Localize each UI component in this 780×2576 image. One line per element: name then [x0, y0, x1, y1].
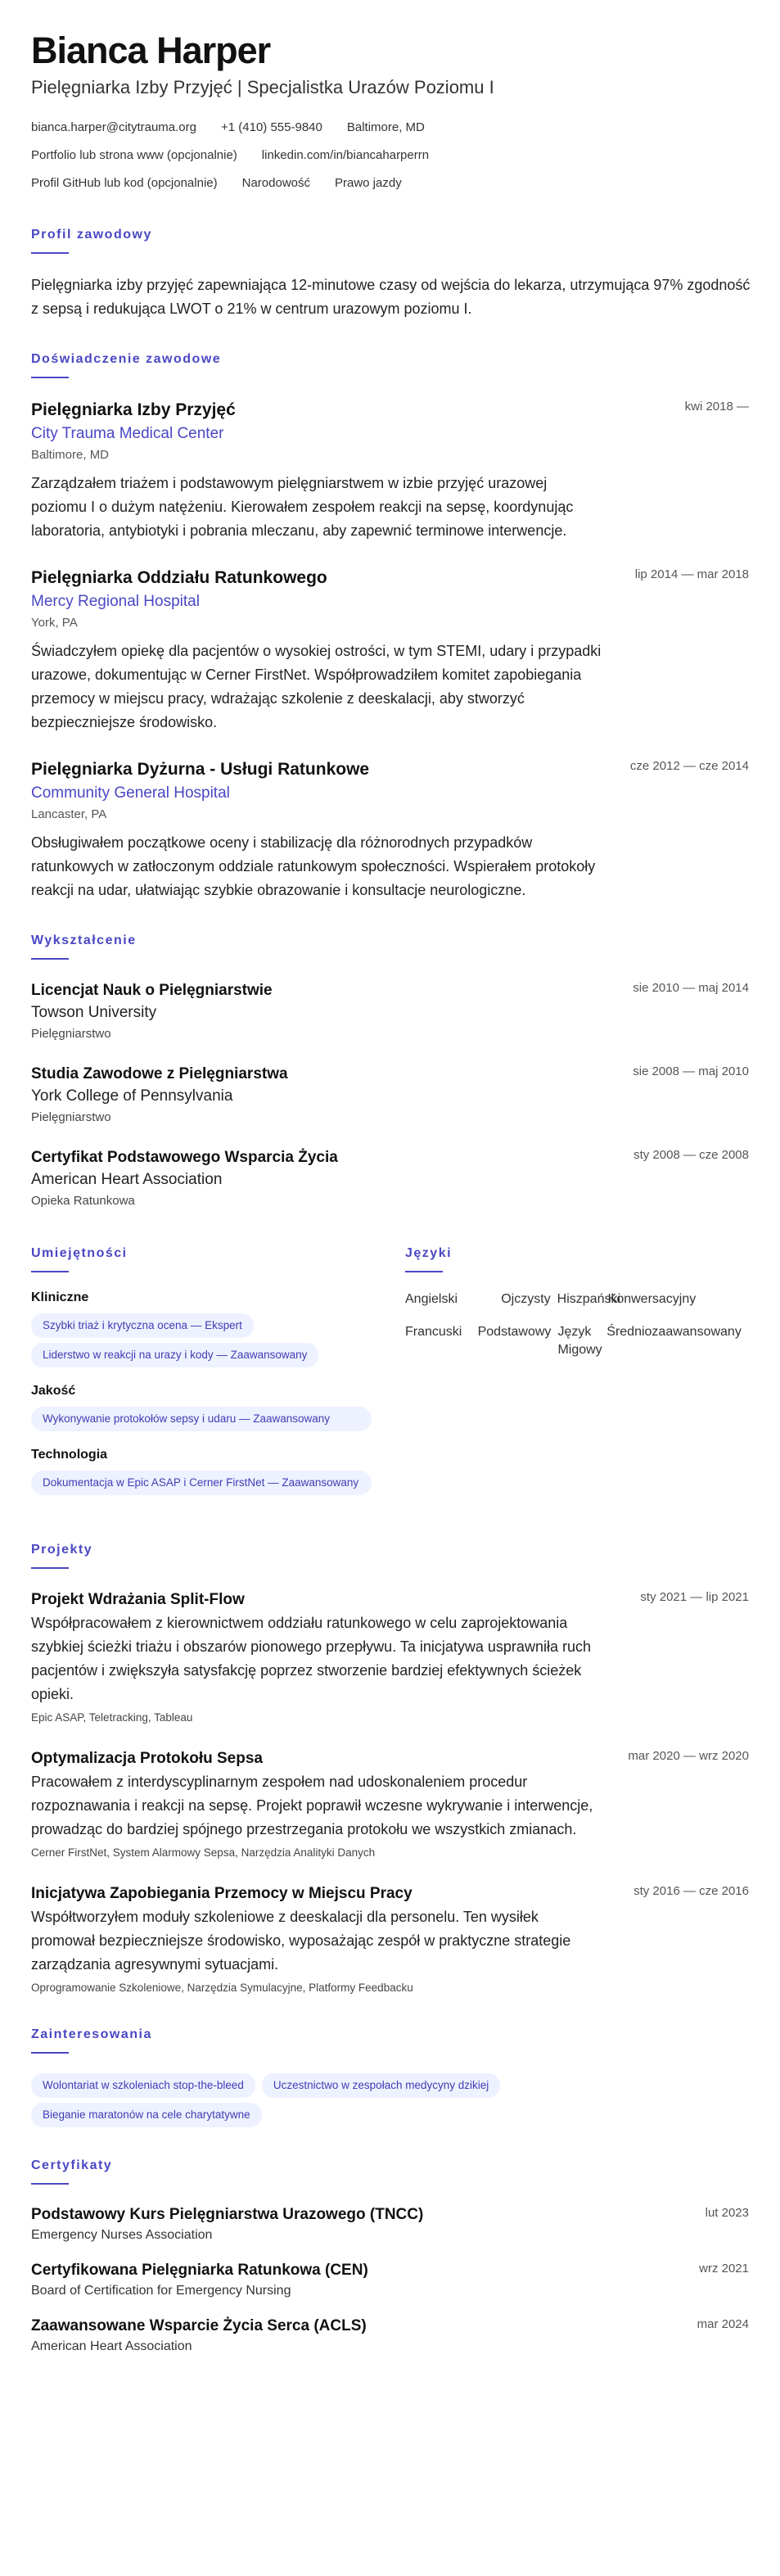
contact-linkedin[interactable]: linkedin.com/in/biancaharperrn [261, 147, 430, 162]
job-description: Obsługiwałem początkowe oceny i stabilizację dla różnorodnych przypadków ratunkowych w zatłoczonym oddziale ratunkowym społeczności. Wspierałem protokoły reakcji na udar, ułatwiając szybkie obrazowanie i konsultacje neurologiczne. [31, 834, 596, 898]
interests-section [31, 2027, 749, 2127]
job-title: Pielęgniarka Izby Przyjęć [31, 400, 236, 419]
certification-entry [31, 2316, 749, 2357]
section-underline [31, 1271, 69, 1272]
job-title: Pielęgniarka Oddziału Ratunkowego [31, 568, 327, 587]
certification-entry [31, 2204, 749, 2245]
certification-entry [31, 2260, 749, 2301]
contact-row [31, 169, 749, 197]
entry-dates: sty 2021 — lip 2021 [640, 1590, 749, 1604]
interest-chip: Wolontariat w szkoleniach stop-the-bleed [31, 2073, 255, 2098]
interest-chip: Uczestnictwo w zespołach medycyny dzikiej [262, 2073, 500, 2098]
section-title: Doświadczenie zawodowe [31, 352, 222, 366]
section-underline [31, 377, 69, 378]
study-field: Pielęgniarstwo [31, 1110, 111, 1124]
language-name: Francuski [405, 1325, 462, 1339]
language-name: Hiszpański [557, 1292, 621, 1306]
skill-category: Technologia [31, 1448, 108, 1462]
experience-entry [31, 566, 749, 734]
entry-dates: sie 2008 — maj 2010 [633, 1064, 749, 1078]
project-description: Współpracowałem z kierownictwem oddziału ratunkowego w celu zaprojektowania szybkiej ścieżki triażu i obszarów pionowego przepływu. Ta inicjatywa usprawniła ruch pacjentów i zwiększyła satysfakcję poprzez stworzenie bardziej efektywnych ścieżek opieki. [31, 1615, 591, 1702]
certification-name: Podstawowy Kurs Pielęgniarstwa Urazowego (TNCC) [31, 2206, 424, 2223]
project-entry [31, 1589, 749, 1726]
contact-phone[interactable]: +1 (410) 555-9840 [221, 120, 322, 134]
language-level: Konwersacyjny [607, 1292, 697, 1306]
skill-chip: Liderstwo w reakcji na urazy i kody — Zaawansowany [31, 1343, 318, 1367]
job-location: Baltimore, MD [31, 448, 110, 462]
entry-dates: kwi 2018 — [684, 400, 749, 414]
project-technologies: Oprogramowanie Szkoleniowe, Narzędzia Symulacyjne, Platformy Feedbacku [31, 1982, 413, 1994]
section-title: Zainteresowania [31, 2027, 152, 2041]
certification-issuer: American Heart Association [31, 2339, 192, 2353]
company-name: Mercy Regional Hospital [31, 593, 200, 610]
project-title: Inicjatywa Zapobiegania Przemocy w Miejscu Pracy [31, 1885, 413, 1902]
languages-section [405, 1246, 749, 1512]
contact-location: Baltimore, MD [346, 120, 425, 134]
contact-license: Prawo jazdy [335, 175, 402, 190]
project-description: Współtworzyłem moduły szkoleniowe z deeskalacji dla personelu. Ten wysiłek promował bezpieczniejsze środowisko, wyposażając zespół w praktyczne strategie zarządzania agresywnymi sytuacjami. [31, 1909, 571, 1973]
language-row [405, 1290, 749, 1308]
section-title: Wykształcenie [31, 933, 137, 947]
education-entry [31, 1146, 749, 1212]
skill-category: Jakość [31, 1384, 76, 1398]
project-technologies: Cerner FirstNet, System Alarmowy Sepsa, Narzędzia Analityki Danych [31, 1846, 376, 1859]
section-title: Profil zawodowy [31, 228, 152, 242]
section-title: Projekty [31, 1543, 93, 1557]
entry-dates: sty 2008 — cze 2008 [633, 1148, 749, 1162]
entry-dates: cze 2012 — cze 2014 [629, 759, 749, 773]
job-location: York, PA [31, 616, 78, 630]
contact-portfolio[interactable]: Portfolio lub strona www (opcjonalnie) [31, 147, 237, 162]
job-description: Świadczyłem opiekę dla pacjentów o wysokiej ostrości, w tym STEMI, udary i przypadki urazowe, dokumentując w Cerner FirstNet. Współprowadziłem komitet zapobiegania przemocy w miejscu pracy, wdrażając szkolenie z deeskalacji, aby stworzyć bezpieczniejsze środowisko. [31, 643, 602, 730]
school-name: York College of Pennsylvania [31, 1087, 233, 1105]
section-underline [31, 252, 69, 254]
degree-title: Studia Zawodowe z Pielęgniarstwa [31, 1065, 288, 1082]
section-title: Certyfikaty [31, 2158, 113, 2172]
education-entry [31, 1063, 749, 1128]
section-title: Języki [405, 1246, 453, 1260]
skill-group [31, 1290, 372, 1367]
candidate-name: Bianca Harper [31, 29, 271, 71]
skill-chip: Szybki triaż i krytyczna ocena — Ekspert [31, 1313, 254, 1338]
school-name: American Heart Association [31, 1171, 223, 1188]
degree-title: Licencjat Nauk o Pielęgniarstwie [31, 982, 273, 999]
entry-dates: mar 2020 — wrz 2020 [628, 1749, 749, 1763]
experience-section [31, 352, 749, 902]
certification-date: mar 2024 [697, 2317, 749, 2331]
contact-row [31, 113, 749, 141]
experience-entry [31, 757, 749, 902]
certification-issuer: Emergency Nurses Association [31, 2228, 213, 2242]
project-title: Optymalizacja Protokołu Sepsa [31, 1750, 263, 1767]
project-title: Projekt Wdrażania Split-Flow [31, 1591, 245, 1608]
education-entry [31, 979, 749, 1045]
contact-email[interactable]: bianca.harper@citytrauma.org [31, 120, 196, 134]
projects-section [31, 1543, 749, 1996]
study-field: Opieka Ratunkowa [31, 1194, 135, 1208]
degree-title: Certyfikat Podstawowego Wsparcia Życia [31, 1149, 338, 1166]
skill-chip: Dokumentacja w Epic ASAP i Cerner FirstNet — Zaawansowany [31, 1471, 372, 1495]
skills-section [31, 1246, 372, 1512]
certifications-section [31, 2158, 749, 2357]
language-level: Ojczysty [501, 1292, 551, 1306]
section-title: Umiejętności [31, 1246, 128, 1260]
section-underline [31, 958, 69, 960]
project-description: Pracowałem z interdyscyplinarnym zespołem nad udoskonaleniem procedur rozpoznawania i reakcji na sepsę. Projekt poprawił wczesne wykrywanie i interwencje, prowadząc do bardziej spójnego przestrzegania protokołu we wszystkich zmianach. [31, 1774, 593, 1837]
language-level: Podstawowy [477, 1325, 552, 1339]
section-underline [31, 2052, 69, 2054]
section-underline [31, 2183, 69, 2185]
job-location: Lancaster, PA [31, 807, 107, 821]
company-name: Community General Hospital [31, 784, 230, 802]
experience-entry [31, 398, 749, 543]
certification-name: Certyfikowana Pielęgniarka Ratunkowa (CEN) [31, 2262, 368, 2279]
language-name: Język Migowy [557, 1325, 602, 1357]
language-level: Średniozaawansowany [606, 1325, 742, 1339]
certification-name: Zaawansowane Wsparcie Życia Serca (ACLS) [31, 2317, 367, 2334]
contact-nationality: Narodowość [241, 175, 310, 190]
contact-row [31, 141, 749, 169]
profile-section [31, 228, 749, 321]
project-entry [31, 1882, 749, 1996]
skill-group [31, 1448, 372, 1495]
project-entry [31, 1747, 749, 1861]
skills-languages-row [31, 1246, 749, 1512]
section-underline [405, 1271, 443, 1272]
candidate-headline: Pielęgniarka Izby Przyjęć | Specjalistka Urazów Poziomu I [31, 77, 494, 97]
school-name: Towson University [31, 1004, 157, 1021]
entry-dates: lip 2014 — mar 2018 [634, 567, 749, 581]
skill-chip: Wykonywanie protokołów sepsy i udaru — Zaawansowany [31, 1407, 372, 1431]
education-section [31, 933, 749, 1212]
section-underline [31, 1567, 69, 1569]
entry-dates: sie 2010 — maj 2014 [633, 981, 749, 995]
interest-chip: Bieganie maratonów na cele charytatywne [31, 2103, 262, 2127]
contact-info [31, 113, 749, 197]
job-title: Pielęgniarka Dyżurna - Usługi Ratunkowe [31, 760, 370, 779]
language-name: Angielski [405, 1292, 458, 1306]
contact-github[interactable]: Profil GitHub lub kod (opcjonalnie) [31, 175, 218, 190]
job-description: Zarządzałem triażem i podstawowym pielęgniarstwem w izbie przyjęć urazowej poziomu I o dużym natężeniu. Kierowałem zespołem reakcji na sepsę, koordynując laboratoria, antybiotyki i pobrania mleczanu, aby zapewnić terminowe interwencje. [31, 475, 574, 539]
study-field: Pielęgniarstwo [31, 1027, 111, 1041]
company-name: City Trauma Medical Center [31, 425, 224, 442]
project-technologies: Epic ASAP, Teletracking, Tableau [31, 1711, 193, 1724]
entry-dates: sty 2016 — cze 2016 [633, 1884, 749, 1898]
skill-group [31, 1384, 372, 1431]
certification-issuer: Board of Certification for Emergency Nursing [31, 2284, 291, 2298]
certification-date: lut 2023 [705, 2206, 749, 2220]
resume-header [31, 29, 749, 197]
language-row [405, 1323, 749, 1359]
certification-date: wrz 2021 [699, 2262, 749, 2275]
skill-category: Kliniczne [31, 1290, 89, 1304]
profile-summary: Pielęgniarka izby przyjęć zapewniająca 12-minutowe czasy od wejścia do lekarza, utrzymująca 97% zgodność z sepsą i redukująca LWOT o 21% w centrum urazowym poziomu I. [31, 277, 751, 317]
